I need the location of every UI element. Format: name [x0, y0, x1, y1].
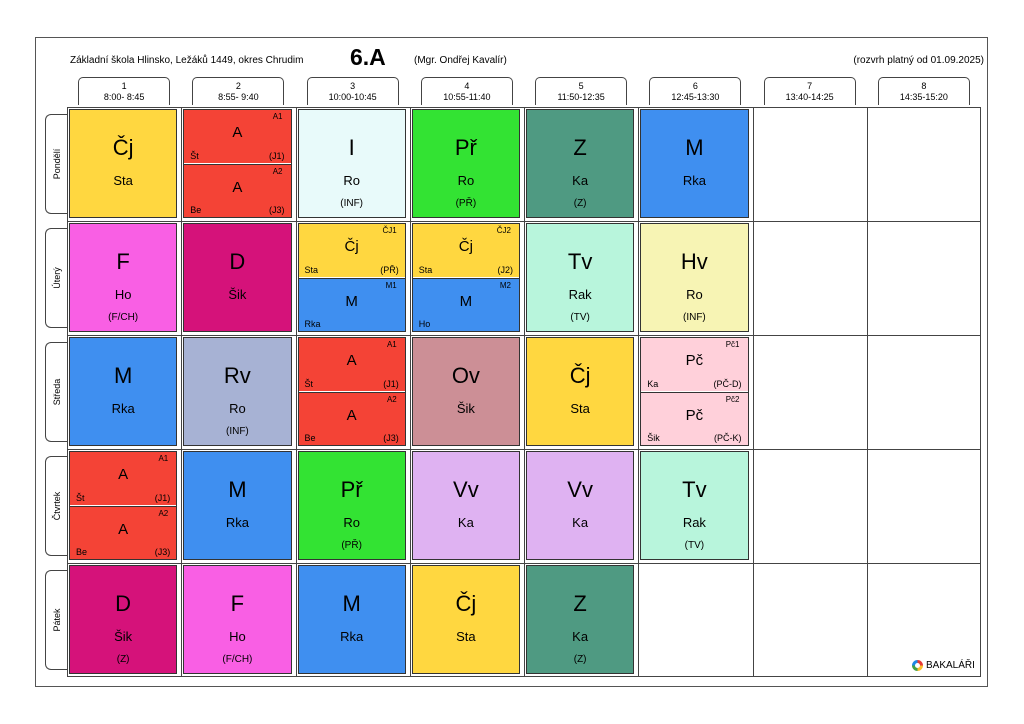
grid-line-vertical	[753, 108, 754, 676]
lesson-subject: Čj	[344, 238, 359, 255]
period-time: 10:55-11:40	[443, 92, 491, 102]
lesson-cell[interactable]	[69, 565, 177, 674]
lesson-teacher: Rka	[682, 173, 706, 188]
period-time: 8:00- 8:45	[103, 92, 145, 102]
lesson-teacher: Ho	[229, 629, 246, 644]
period-tab	[649, 77, 741, 105]
period-number: 7	[807, 81, 813, 91]
lesson-teacher: Ro	[457, 173, 475, 188]
lesson-room: (J1)	[154, 493, 171, 503]
lesson-teacher: Rak	[682, 515, 706, 530]
lesson-cell[interactable]	[412, 565, 520, 674]
bakalari-brand: BAKALÁŘI	[926, 660, 975, 671]
lesson-teacher: Šik	[647, 433, 660, 443]
lesson-teacher: Št	[190, 151, 199, 161]
period-tab	[192, 77, 284, 105]
period-tab	[78, 77, 170, 105]
lesson-room: (PŘ)	[380, 265, 399, 275]
lesson-group[interactable]	[184, 110, 290, 163]
period-number: 4	[464, 81, 470, 91]
lesson-group[interactable]	[184, 164, 290, 217]
bakalari-logo-icon	[912, 660, 923, 671]
lesson-room: (INF)	[340, 198, 364, 209]
grid-line-horizontal	[68, 563, 980, 564]
lesson-subject: Vv	[453, 477, 479, 502]
group-label: A2	[386, 395, 397, 404]
lesson-subject: Př	[454, 135, 477, 160]
lesson-room: (J3)	[269, 205, 285, 215]
grid-line-vertical	[296, 108, 297, 676]
day-name: Pátek	[51, 608, 62, 632]
period-number: 3	[350, 81, 356, 91]
valid-from: (rozvrh platný od 01.09.2025)	[853, 55, 984, 66]
lesson-room: (PŘ)	[341, 540, 362, 551]
lesson-room: (INF)	[682, 312, 706, 323]
lesson-teacher: Rka	[111, 401, 135, 416]
lesson-teacher: Rak	[568, 287, 592, 302]
lesson-cell-split[interactable]	[298, 337, 406, 446]
day-name: Středa	[51, 378, 62, 406]
period-tab	[878, 77, 970, 105]
period-time: 10:00-10:45	[328, 92, 377, 102]
lesson-subject: Z	[573, 591, 587, 616]
lesson-cell[interactable]	[183, 223, 291, 332]
lesson-subject: Pč	[685, 352, 704, 369]
period-number: 5	[578, 81, 584, 91]
group-label: A2	[158, 509, 169, 518]
period-time: 11:50-12:35	[557, 92, 605, 102]
lesson-teacher: Rka	[225, 515, 249, 530]
day-label	[45, 342, 67, 442]
period-tab	[307, 77, 399, 105]
lesson-teacher: Št	[76, 493, 85, 503]
lesson-room: (INF)	[225, 426, 249, 437]
period-number: 1	[121, 81, 127, 91]
lesson-room: (Z)	[573, 198, 587, 209]
period-number: 2	[235, 81, 241, 91]
lesson-group[interactable]	[299, 224, 405, 277]
lesson-subject: M	[685, 135, 704, 160]
group-label: ČJ2	[496, 226, 511, 235]
lesson-subject: Čj	[455, 591, 477, 616]
lesson-cell[interactable]	[69, 109, 177, 218]
period-number: 8	[921, 81, 927, 91]
lesson-room: (J3)	[154, 547, 171, 557]
lesson-subject: Čj	[569, 363, 591, 388]
day-label	[45, 114, 67, 214]
lesson-cell[interactable]	[298, 109, 406, 218]
lesson-teacher: Ro	[343, 515, 360, 530]
lesson-group[interactable]	[70, 452, 176, 505]
group-label: Pč2	[725, 395, 740, 404]
lesson-cell[interactable]	[640, 223, 748, 332]
group-label: Pč1	[725, 340, 740, 349]
lesson-teacher: Ka	[572, 173, 589, 188]
lesson-subject: D	[229, 249, 246, 274]
lesson-teacher: Ho	[114, 287, 132, 302]
period-time: 12:45-13:30	[671, 92, 720, 102]
lesson-cell[interactable]	[412, 451, 520, 560]
group-label: M2	[499, 281, 511, 290]
lesson-group[interactable]	[70, 506, 176, 559]
lesson-cell[interactable]	[298, 565, 406, 674]
lesson-teacher: Ka	[647, 379, 659, 389]
lesson-teacher: Be	[190, 205, 202, 215]
grid-line-vertical	[638, 108, 639, 676]
lesson-group[interactable]	[299, 338, 405, 391]
lesson-teacher: Rka	[304, 319, 321, 329]
lesson-room: (Z)	[573, 654, 587, 665]
lesson-group[interactable]	[413, 278, 519, 331]
lesson-group[interactable]	[413, 224, 519, 277]
lesson-cell[interactable]	[412, 109, 520, 218]
lesson-teacher: Šik	[456, 401, 475, 416]
lesson-cell-split[interactable]	[640, 337, 748, 446]
lesson-cell[interactable]	[412, 337, 520, 446]
lesson-subject: M	[459, 293, 473, 310]
lesson-teacher: Ro	[343, 173, 360, 188]
lesson-room: (J1)	[383, 379, 399, 389]
lesson-subject: Čj	[112, 135, 134, 160]
lesson-room: (PČ-K)	[714, 433, 742, 443]
lesson-cell-split[interactable]	[183, 109, 291, 218]
lesson-subject: M	[345, 293, 358, 310]
lesson-cell[interactable]	[69, 337, 177, 446]
lesson-cell[interactable]	[526, 565, 634, 674]
lesson-cell[interactable]	[183, 451, 291, 560]
period-tab	[421, 77, 513, 105]
lesson-subject: Čj	[458, 238, 473, 255]
lesson-subject: Z	[573, 135, 587, 160]
lesson-subject: F	[230, 591, 245, 616]
group-label: M1	[385, 281, 397, 290]
lesson-cell-split[interactable]	[69, 451, 177, 560]
lesson-teacher: Št	[304, 379, 314, 389]
lesson-subject: A	[346, 352, 357, 369]
lesson-teacher: Be	[76, 547, 88, 557]
grid-line-vertical	[867, 108, 868, 676]
group-label: ČJ1	[382, 226, 397, 235]
day-label	[45, 456, 67, 556]
day-label	[45, 228, 67, 328]
grid-line-vertical	[524, 108, 525, 676]
lesson-subject: Př	[340, 477, 363, 502]
period-tab	[764, 77, 856, 105]
day-name: Čtvrtek	[51, 491, 62, 521]
lesson-teacher: Ho	[418, 319, 431, 329]
group-label: A1	[386, 340, 397, 349]
class-name: 6.A	[350, 44, 386, 70]
lesson-subject: Rv	[223, 363, 251, 388]
grid-line-horizontal	[68, 335, 980, 336]
lesson-subject: F	[116, 249, 130, 274]
lesson-teacher: Rka	[340, 629, 364, 644]
lesson-room: (F/CH)	[222, 654, 253, 665]
lesson-subject: M	[342, 591, 361, 616]
lesson-subject: A	[232, 124, 243, 141]
lesson-cell[interactable]	[640, 109, 748, 218]
lesson-teacher: Sta	[570, 401, 590, 416]
lesson-subject: M	[113, 363, 133, 388]
lesson-room: (TV)	[570, 312, 590, 323]
lesson-room: (J3)	[383, 433, 399, 443]
lesson-teacher: Ro	[686, 287, 703, 302]
period-tab	[535, 77, 627, 105]
lesson-subject: Hv	[680, 249, 708, 274]
group-label: A2	[272, 167, 283, 176]
lesson-cell[interactable]	[183, 565, 291, 674]
lesson-subject: Pč	[685, 407, 704, 424]
period-time: 8:55- 9:40	[218, 92, 259, 102]
grid-line-vertical	[410, 108, 411, 676]
day-label	[45, 570, 67, 670]
lesson-subject: I	[348, 135, 355, 160]
period-time: 14:35-15:20	[899, 92, 948, 102]
grid-line-vertical	[181, 108, 182, 676]
lesson-subject: A	[232, 179, 243, 196]
period-number: 6	[692, 81, 698, 91]
lesson-cell[interactable]	[298, 451, 406, 560]
lesson-subject: M	[228, 477, 247, 502]
lesson-cell[interactable]	[69, 223, 177, 332]
lesson-room: (PŘ)	[455, 198, 477, 209]
lesson-cell[interactable]	[183, 337, 291, 446]
lesson-subject: Tv	[682, 477, 707, 502]
day-name: Úterý	[51, 267, 62, 289]
lesson-cell[interactable]	[526, 109, 634, 218]
class-teacher: (Mgr. Ondřej Kavalír)	[414, 55, 507, 66]
group-label: A1	[272, 112, 283, 121]
lesson-subject: A	[346, 407, 357, 424]
grid-line-horizontal	[68, 449, 980, 450]
lesson-subject: A	[118, 466, 129, 483]
lesson-cell[interactable]	[526, 337, 634, 446]
grid-line-horizontal	[68, 221, 980, 222]
lesson-group[interactable]	[641, 338, 747, 391]
lesson-room: (Z)	[116, 654, 130, 665]
day-name: Pondělí	[51, 148, 62, 180]
lesson-teacher: Ro	[229, 401, 246, 416]
lesson-teacher: Ka	[457, 515, 474, 530]
lesson-subject: D	[115, 591, 132, 616]
lesson-cell-split[interactable]	[298, 223, 406, 332]
lesson-group[interactable]	[299, 278, 405, 331]
lesson-teacher: Šik	[228, 287, 247, 302]
lesson-room: (PČ-D)	[713, 379, 742, 389]
lesson-group[interactable]	[641, 392, 747, 445]
bakalari-logo	[912, 660, 975, 671]
lesson-cell[interactable]	[526, 451, 634, 560]
lesson-cell[interactable]	[526, 223, 634, 332]
lesson-cell-split[interactable]	[412, 223, 520, 332]
lesson-subject: A	[118, 521, 129, 538]
period-time: 13:40-14:25	[785, 92, 834, 102]
lesson-teacher: Be	[304, 433, 316, 443]
lesson-teacher: Ka	[572, 515, 589, 530]
lesson-room: (J1)	[269, 151, 285, 161]
group-label: A1	[158, 454, 169, 463]
lesson-teacher: Sta	[304, 265, 319, 275]
lesson-group[interactable]	[299, 392, 405, 445]
lesson-cell[interactable]	[640, 451, 748, 560]
lesson-subject: Vv	[567, 477, 593, 502]
lesson-teacher: Sta	[456, 629, 476, 644]
lesson-subject: Ov	[451, 363, 480, 388]
lesson-room: (F/CH)	[108, 312, 139, 323]
lesson-room: (J2)	[497, 265, 513, 275]
lesson-teacher: Sta	[418, 265, 433, 275]
lesson-room: (TV)	[684, 540, 705, 551]
lesson-teacher: Sta	[113, 173, 133, 188]
school-name: Základní škola Hlinsko, Ležáků 1449, okres Chrudim	[70, 55, 304, 66]
lesson-subject: Tv	[567, 249, 593, 274]
lesson-teacher: Šik	[114, 629, 133, 644]
lesson-teacher: Ka	[572, 629, 589, 644]
